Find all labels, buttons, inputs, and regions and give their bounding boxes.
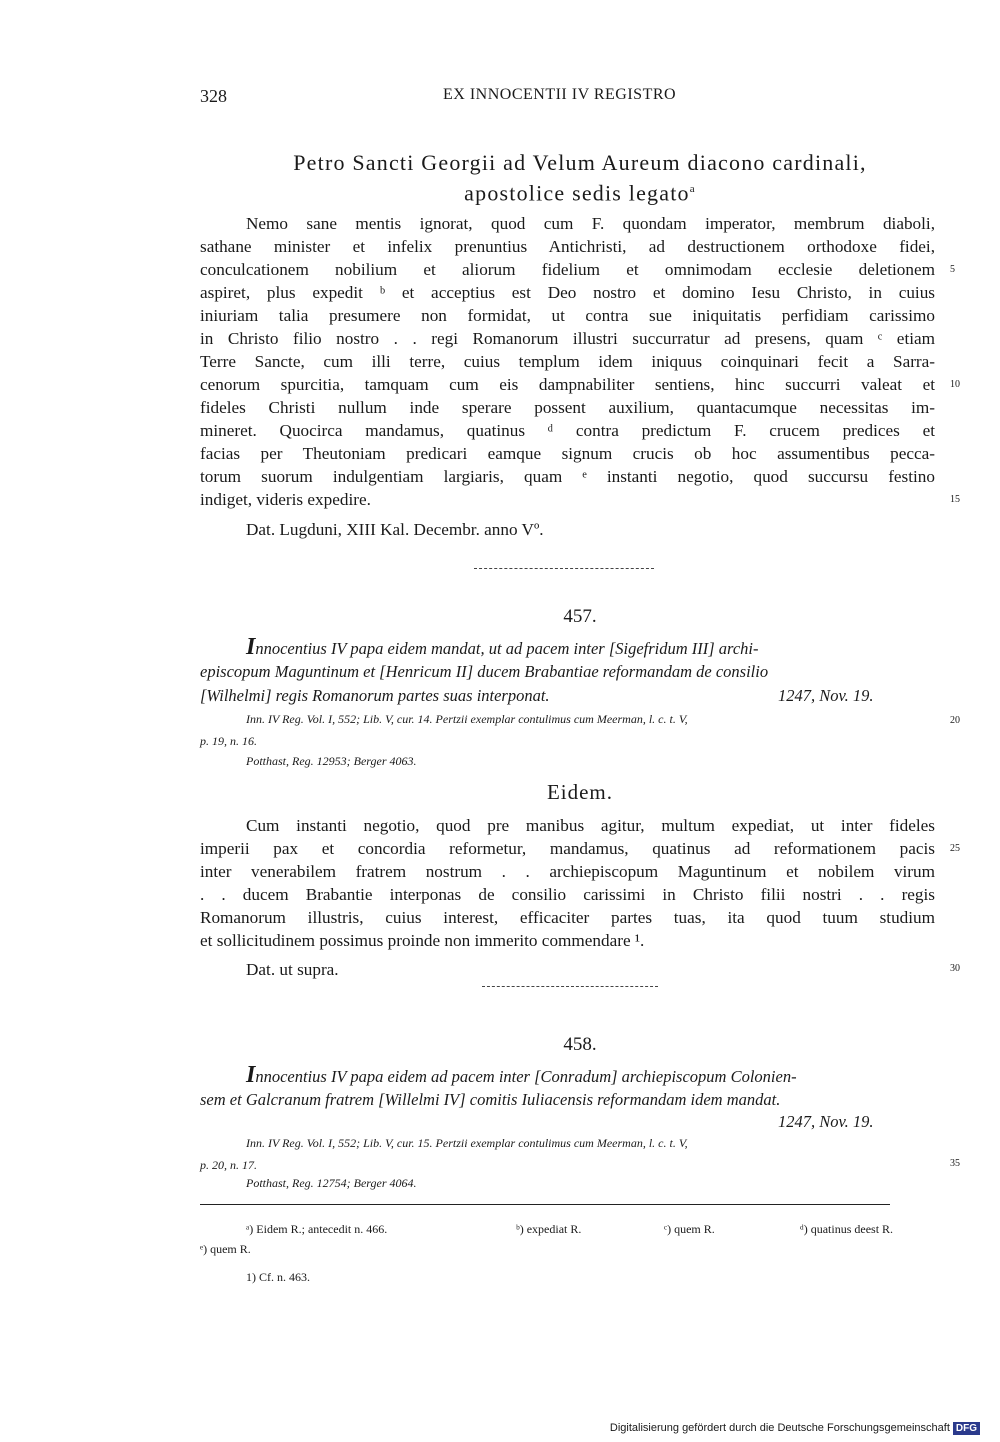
body-line: fideles Christi nullum inde sperare possent auxilium, quantacumque necessitas im-: [200, 398, 935, 417]
body-line: . . ducem Brabantie interponas de consilio carissimi in Christo filii nostri . . regis: [200, 885, 935, 904]
letter-title-text: apostolice sedis legato: [464, 180, 690, 206]
body-line: iniuriam talia presumere non formidat, ut contra sue iniquitatis perfidiam carissimo: [200, 306, 935, 325]
body-line: indiget, videris expedire.: [200, 490, 371, 509]
regest-date: 1247, Nov. 19.: [778, 686, 874, 705]
line-number: 15: [950, 494, 960, 505]
body-line: Cum instanti negotio, quod pre manibus agitur, multum expediat, ut inter fideles: [246, 816, 935, 835]
body-line: inter venerabilem fratrem nostrum . . archiepiscopum Maguntinum et nobilem virum: [200, 862, 935, 881]
footnote-c: ᶜ) quem R.: [664, 1222, 715, 1236]
footnote-e: ᵉ) quem R.: [200, 1242, 251, 1256]
dfg-logo: DFG: [953, 1422, 980, 1435]
body-line: imperii pax et concordia reformetur, mandamus, quatinus ad reformationem pacis: [200, 839, 935, 858]
body-line: mineret. Quocirca mandamus, quatinus ᵈ contra predictum F. crucem predices et: [200, 421, 935, 440]
dfg-credit: [610, 1422, 980, 1435]
regest-line: [246, 634, 936, 661]
section-heading: Eidem.: [546, 780, 614, 804]
dating-clause: Dat. Lugduni, XIII Kal. Decembr. anno Vº.: [246, 520, 544, 539]
source-citation: Inn. IV Reg. Vol. I, 552; Lib. V, cur. 14. Pertzii exemplar contulimus cum Meerman, l. c. t. V,: [246, 712, 688, 726]
dfg-credit-text: Digitalisierung gefördert durch die Deutsche Forschungsgemeinschaft: [609, 1422, 950, 1434]
line-number: 25: [950, 843, 960, 854]
section-divider: [482, 986, 658, 987]
entry-number: 457.: [563, 606, 597, 627]
body-line: Nemo sane mentis ignorat, quod cum F. quondam imperator, membrum diaboli,: [246, 214, 935, 233]
regest-line: [246, 1062, 936, 1089]
source-citation: Inn. IV Reg. Vol. I, 552; Lib. V, cur. 15. Pertzii exemplar contulimus cum Meerman, l. c. t. V,: [246, 1136, 688, 1150]
footnote-d: ᵈ) quatinus deest R.: [800, 1222, 894, 1236]
title-footnote-mark: a: [689, 183, 696, 195]
source-citation: p. 20, n. 17.: [200, 1158, 257, 1172]
source-citation: p. 19, n. 16.: [200, 734, 257, 748]
footnote-rule: [200, 1204, 890, 1205]
body-line: conculcationem nobilium et aliorum fidelium et omnimodam ecclesie deletionem: [200, 260, 935, 279]
footnote-1: 1) Cf. n. 463.: [246, 1270, 310, 1284]
regest-line: sem et Galcranum fratrem [Willelmi IV] comitis Iuliacensis reformandam idem mandat.: [200, 1090, 781, 1109]
source-citation: Potthast, Reg. 12953; Berger 4063.: [246, 754, 417, 768]
line-number: 35: [950, 1158, 960, 1169]
section-divider: [474, 568, 654, 569]
regest-line: [Wilhelmi] regis Romanorum partes suas interponat.: [200, 686, 550, 705]
running-title: EX INNOCENTII IV REGISTRO: [443, 86, 677, 103]
regest-date: 1247, Nov. 19.: [778, 1112, 874, 1131]
letter-title-line2: [200, 176, 960, 206]
initial-letter: I: [246, 1062, 256, 1088]
body-line: facias per Theutoniam predicari eamque signum crucis ob hoc assumentibus pecca-: [200, 444, 935, 463]
footnote-a: ᵃ) Eidem R.; antecedit n. 466.: [246, 1222, 388, 1236]
regest-text: nnocentius IV papa eidem ad pacem inter [Conradum] archiepiscopum Colonien-: [255, 1067, 797, 1086]
line-number: 20: [950, 715, 960, 726]
page-number: 328: [200, 86, 227, 106]
regest-text: nnocentius IV papa eidem mandat, ut ad pacem inter [Sigefridum III] archi-: [255, 639, 759, 658]
body-line: in Christo filio nostro . . regi Romanorum illustri succurratur ad presens, quam ᶜ etiam: [200, 329, 935, 348]
letter-title-line1: Petro Sancti Georgii ad Velum Aureum diacono cardinali,: [293, 150, 867, 175]
line-number: 30: [950, 963, 960, 974]
line-number: 5: [950, 264, 955, 275]
line-number: 10: [950, 379, 960, 390]
body-line: torum suorum indulgentiam largiaris, quam ᵉ instanti negotio, quod succursu festino: [200, 467, 935, 486]
regest-line: episcopum Maguntinum et [Henricum II] ducem Brabantiae reformandam de consilio: [200, 662, 769, 681]
footnote-b: ᵇ) expediat R.: [516, 1222, 582, 1236]
body-line: et sollicitudinem possimus proinde non immerito commendare ¹.: [200, 931, 645, 950]
source-citation: Potthast, Reg. 12754; Berger 4064.: [246, 1176, 417, 1190]
body-line: aspiret, plus expedit ᵇ et acceptius est Deo nostro et domino Iesu Christo, in cuius: [200, 283, 935, 302]
body-line: Terre Sancte, cum illi terre, cuius templum idem iniquus coinquinari fecit a Sarra-: [200, 352, 935, 371]
dating-clause: Dat. ut supra.: [246, 960, 339, 979]
body-line: sathane minister et infelix prenuntius Antichristi, ad destructionem orthodoxe fidei,: [200, 237, 935, 256]
body-line: cenorum spurcitia, tamquam cum eis dampnabiliter sentiens, hinc succurri valeat et: [200, 375, 935, 394]
entry-number: 458.: [563, 1034, 597, 1055]
body-line: Romanorum illustris, cuius interest, efficaciter partes tuas, ita quod tuum studium: [200, 908, 935, 927]
initial-letter: I: [246, 634, 256, 660]
